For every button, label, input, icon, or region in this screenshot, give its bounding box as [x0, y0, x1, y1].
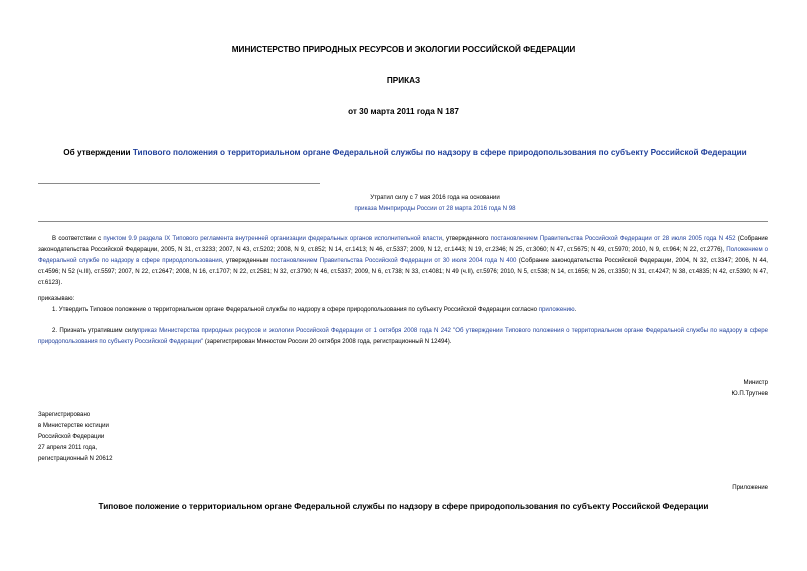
registration-line-4: 27 апреля 2011 года,	[38, 443, 98, 451]
preamble-text-3: (Собрание законодательства Российской Федерации, 2005, N 31, ст.3233; 2007, N 43, ст.5202; 2008, N 9, ст.852; N 14, ст.1413; N 46, ст.5337; 2009, N 12, ст.1443; N 19, ст.2346; N 25, ст.3060; N 47, ст.5675; N 49, ст.5970; 2010, N 9, ст.964; N 22, ст.2776),	[38, 235, 769, 253]
signature-block	[600, 378, 768, 400]
preamble-text-1: В соответствии с	[52, 235, 104, 242]
registration-line-5: регистрационный N 20612	[38, 454, 113, 462]
regulation-link[interactable]: пунктом 9.9 раздела IX Типового регламента внутренней организации федеральных органов исполнительной власти	[103, 235, 443, 242]
order-item-2	[38, 326, 768, 348]
ministry-heading: МИНИСТЕРСТВО ПРИРОДНЫХ РЕСУРСОВ И ЭКОЛОГИИ РОССИЙСКОЙ ФЕДЕРАЦИИ	[231, 45, 576, 54]
item1-text: 1. Утвердить Типовое положение о территориальном органе Федеральной службы по надзору в сфере природопользования по субъекту Российской Федерации согласно	[52, 306, 539, 313]
doc-type-heading: ПРИКАЗ	[386, 76, 421, 85]
preamble-paragraph	[38, 234, 768, 289]
resolution-452-link[interactable]: постановлением Правительства Российской Федерации от 28 июля 2005 года N 452	[490, 235, 736, 242]
signature-name: Ю.П.Трутнев	[731, 389, 768, 397]
item2-text: 2. Признать утратившим силу	[52, 327, 138, 334]
status-line: Утратил силу с 7 мая 2016 года на основании	[370, 194, 500, 201]
document-title	[60, 147, 750, 158]
item2-end: (зарегистрирован Минюстом России 20 октября 2008 года, регистрационный N 12494).	[203, 337, 452, 345]
order-item-1	[38, 305, 768, 316]
appendix-link[interactable]: приложению	[538, 306, 575, 313]
registration-line-3: Российской Федерации	[38, 432, 105, 440]
preamble-text-2: , утвержденного	[442, 235, 491, 242]
service-regulation-link[interactable]: Положением о Федеральной службе по надзору в сфере природопользования	[38, 245, 768, 264]
date-number-heading: от 30 марта 2011 года N 187	[348, 107, 459, 116]
title-prefix: Об утверждении	[63, 148, 133, 157]
preamble-text-4: , утвержденным	[221, 256, 271, 264]
signature-position: Министр	[743, 379, 768, 386]
status-note	[300, 193, 570, 215]
registration-line-1: Зарегистрировано	[38, 411, 91, 418]
order-242-link[interactable]: приказ Министерства природных ресурсов и экологии Российской Федерации от 1 октября 2008 года N 242 "Об утверждении Типового положения о территориальном органе Федеральной службы по надзору в сфере природопользования по субъекту Российской Федерации"	[38, 327, 768, 345]
preamble-text-5: (Собрание законодательства Российской Федерации, 2004, N 32, ст.3347; 2006, N 44, ст.4596; N 52 (ч.III), ст.5597; 2007, N 22, ст.2647; 2008, N 16, ст.1707; N 22, ст.2581; N 32, ст.3790; N 46, ст.5337; 2009, N 6, ст.738; N 33, ст.4081; N 49 (ч.II), ст.5976; 2010, N 5, ст.538; N 14, ст.1656; N 26, ст.3350; N 31, ст.4247; N 38, ст.4835; N 42, ст.5390; N 47, ст.6123).	[38, 256, 768, 286]
body-separator	[38, 221, 768, 222]
resolution-400-link[interactable]: постановлением Правительства Российской Федерации от 30 июля 2004 года N 400	[270, 256, 517, 264]
title-link[interactable]: Типового положения о территориальном органе Федеральной службы по надзору в сфере природопользования по субъекту Российской Федерации	[132, 148, 747, 157]
item1-end: .	[574, 306, 577, 313]
status-link[interactable]: приказа Минприроды России от 28 марта 2016 года N 98	[354, 204, 516, 212]
appendix-label: Приложение	[732, 484, 768, 491]
registration-block	[38, 410, 238, 465]
registration-line-2: в Министерстве юстиции	[38, 421, 109, 429]
order-word: приказываю:	[38, 295, 75, 302]
title-separator	[38, 183, 320, 184]
appendix-title: Типовое положение о территориальном органе Федеральной службы по надзору в сфере природопользования по субъекту Российской Федерации	[98, 502, 709, 511]
